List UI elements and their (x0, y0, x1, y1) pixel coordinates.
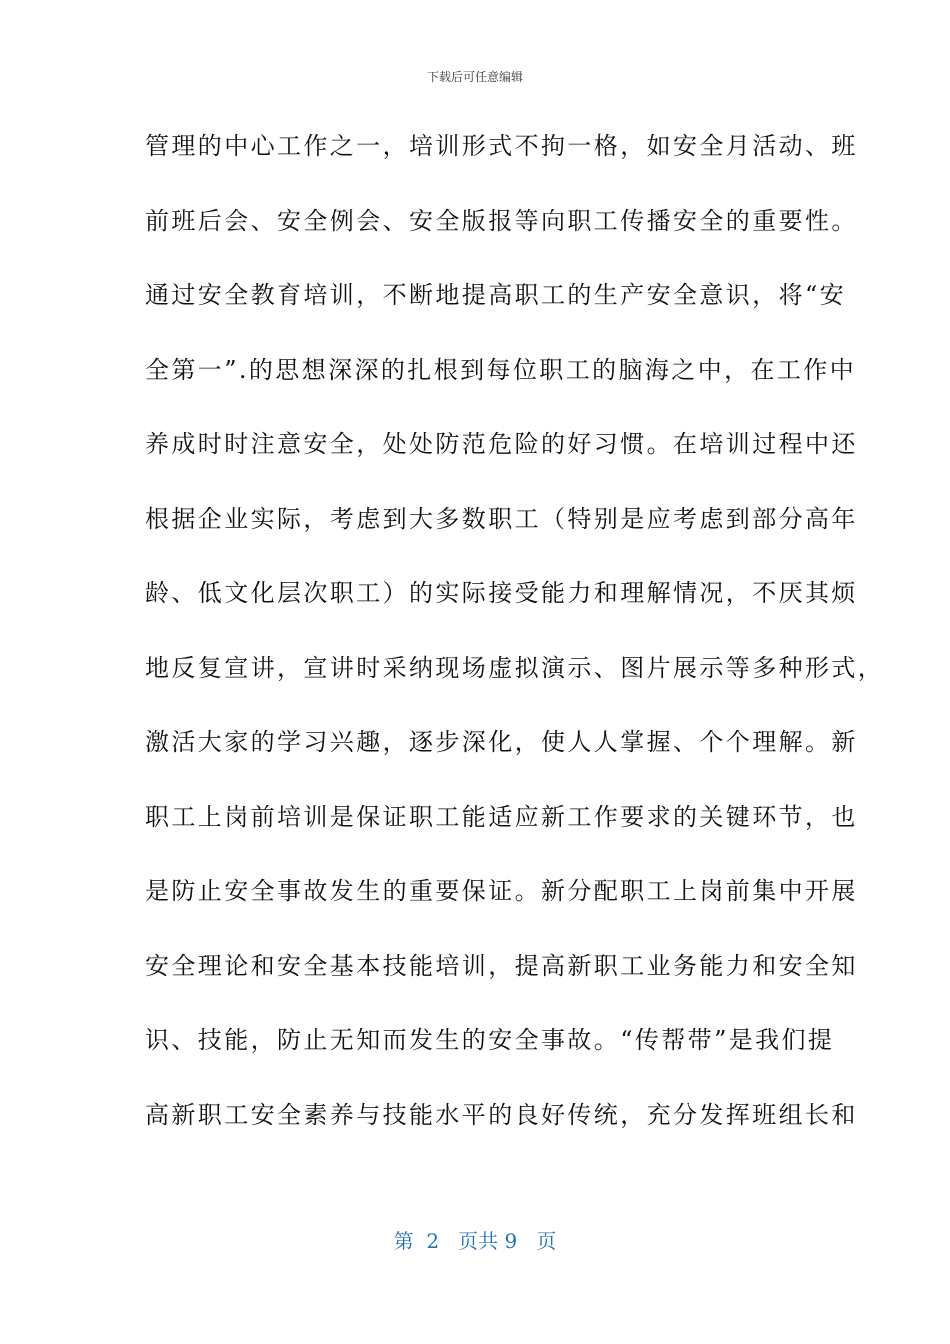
body-line: 通过安全教育培训，不断地提高职工的生产安全意识，将“安 (145, 281, 847, 309)
body-line: 龄、低文化层次职工）的实际接受能力和理解情况，不厌其烦 (145, 579, 858, 607)
page-header: 下载后可任意编辑 (426, 70, 523, 84)
body-line: 前班后会、安全例会、安全版报等向职工传播安全的重要性。 (145, 206, 858, 235)
body-line: 养成时时注意安全，处处防范危险的好习惯。在培训过程中还 (145, 430, 858, 458)
body-line: 是防止安全事故发生的重要保证。新分配职工上岗前集中开展 (145, 877, 858, 905)
body-line: 职工上岗前培训是保证职工能适应新工作要求的关键环节，也 (145, 802, 858, 831)
body-line: 地反复宣讲，宣讲时采纳现场虚拟演示、图片展示等多种形式， (145, 653, 885, 682)
body-line: 高新职工安全素养与技能水平的良好传统，充分发挥班组长和 (145, 1100, 858, 1129)
body-line: 全第一”.的思想深深的扎根到每位职工的脑海之中，在工作中 (145, 355, 857, 384)
body-line: 激活大家的学习兴趣，逐步深化，使人人掌握、个个理解。新 (145, 728, 858, 756)
page-number-footer: 第 2 页共 9 页 (393, 1229, 557, 1253)
body-line: 管理的中心工作之一，培训形式不拘一格，如安全月活动、班 (145, 132, 858, 160)
document-body (145, 127, 885, 1170)
body-line: 识、技能，防止无知而发生的安全事故。“传帮带”是我们提 (145, 1026, 835, 1054)
body-line: 根据企业实际，考虑到大多数职工（特别是应考虑到部分高年 (145, 504, 858, 533)
body-line: 安全理论和安全基本技能培训，提高新职工业务能力和安全知 (145, 951, 858, 980)
